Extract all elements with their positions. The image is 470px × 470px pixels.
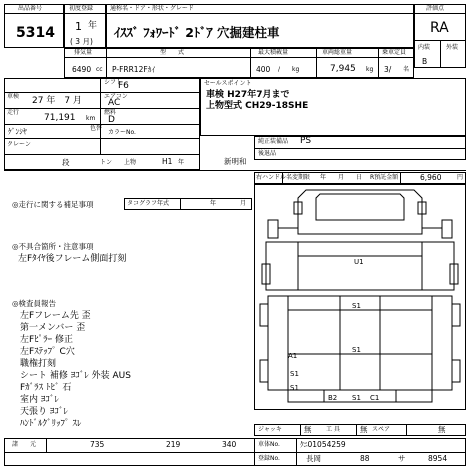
- color-label: 色替: [90, 125, 103, 132]
- equipment-value: PS: [300, 136, 312, 146]
- interior-label: 内装: [418, 44, 431, 51]
- steering-label: 右ハンドル: [256, 174, 287, 181]
- crane-label: クレーン: [7, 141, 31, 148]
- capacity-label: 乗車定員: [382, 49, 407, 56]
- title-change-label: 名変期限: [286, 174, 311, 181]
- capacity-unit: 名: [403, 66, 410, 73]
- tachograph-year-unit: 年: [210, 200, 217, 207]
- fuel-label: 燃料: [104, 109, 117, 116]
- mileage-unit: km: [86, 115, 96, 122]
- fuel-value: D: [108, 115, 115, 125]
- spare-label: スペア: [372, 426, 391, 433]
- deadline-year: 年: [320, 174, 327, 181]
- reg-number: 8954: [428, 454, 448, 463]
- displacement-unit: cc: [96, 66, 103, 73]
- upper-year-unit: 年: [178, 159, 185, 166]
- rear-equipment-label: 後退品: [258, 150, 277, 157]
- diagram-mark: S1: [352, 346, 361, 354]
- type-label: 型 式: [160, 49, 185, 56]
- crane-value: 段: [62, 158, 70, 167]
- color-number-label: カラーNo.: [108, 129, 136, 136]
- shift-label: シフト: [104, 79, 123, 86]
- ac-label: エアコン: [104, 93, 128, 100]
- tools-value: 無: [360, 425, 368, 434]
- max-load-value: 400: [256, 65, 271, 74]
- jack-value: 無: [304, 425, 312, 434]
- report-line: 職権打刻: [20, 359, 57, 369]
- deadline-day: 日: [356, 174, 363, 181]
- interior-grade: B: [422, 57, 428, 66]
- diagram-mark: C1: [370, 394, 380, 402]
- recycle-label: R預託金額: [370, 174, 399, 181]
- reg-place: 長岡: [306, 454, 321, 463]
- gross-weight-label: 車両総重量: [322, 49, 353, 56]
- lot-label: 出品番号: [18, 5, 43, 12]
- truck-damage-diagram: [254, 184, 466, 410]
- report-line: 天張り ﾖｺﾞﾚ: [20, 407, 68, 417]
- report-line: 左Fﾋﾟﾗｰ 修正: [20, 335, 74, 345]
- model-label: 通称名・ドア・形状・グレード: [110, 5, 194, 12]
- ac-value: AC: [108, 98, 121, 108]
- first-reg-year: 1: [75, 20, 82, 33]
- displacement-label: 排気量: [74, 49, 93, 56]
- diagram-mark: S1: [290, 370, 299, 378]
- dims-length: 735: [90, 440, 105, 449]
- dims-label: 諸 元: [12, 441, 37, 448]
- mileage-label: 走行: [7, 109, 20, 116]
- exterior-label: 外装: [446, 44, 459, 51]
- model-code: P-FRR12Fｶｲ: [112, 65, 156, 74]
- upper-year: H1: [162, 157, 173, 166]
- report-line: 左Fｽﾃｯﾌﾟ C穴: [20, 347, 75, 357]
- report-line: 室内 ﾖｺﾞﾚ: [20, 395, 59, 405]
- upper-label: 上物: [124, 159, 137, 166]
- tachograph-month-unit: 月: [240, 200, 247, 207]
- sales-point-line2: 上物型式 CH29-18SHE: [206, 101, 309, 111]
- inspector-label: ◎検査員報告: [12, 299, 57, 308]
- sales-point-label: セールスポイント: [204, 80, 252, 87]
- recycle-value: 6,960: [420, 173, 442, 182]
- report-line: ﾊﾝﾄﾞﾙｸﾞﾘｯﾌﾟ ｽﾚ: [20, 419, 82, 429]
- recycle-unit: 円: [457, 174, 464, 181]
- diagram-mark: S1: [290, 384, 299, 392]
- diagram-mark: A1: [288, 352, 298, 360]
- chassis-label: 車体No.: [258, 441, 280, 448]
- report-line: Fｶﾞﾗｽ ﾄﾋﾞ 石: [20, 383, 72, 393]
- report-line: シート 補修 ﾖｺﾞﾚ 外装 AUS: [20, 371, 131, 381]
- first-reg-label: 初度登録: [69, 5, 94, 12]
- displacement-value: 6490: [72, 65, 92, 74]
- diagram-mark: S1: [352, 394, 361, 402]
- equipment-label: 純正装備品: [258, 138, 289, 145]
- shift-value: F6: [118, 81, 129, 91]
- eval-score: RA: [430, 20, 449, 36]
- jack-label: ジャッキ: [258, 426, 282, 433]
- dims-height: 340: [222, 440, 237, 449]
- correction-label: ◎走行に関する補足事項: [12, 200, 94, 209]
- spare-value: 無: [438, 425, 446, 434]
- deadline-month: 月: [338, 174, 345, 181]
- first-reg-month: ( 3 月): [70, 37, 93, 46]
- gross-weight-unit: kg: [366, 66, 374, 73]
- eval-label: 評価点: [426, 5, 445, 12]
- tachograph-label: タコグラフ年式: [127, 200, 170, 207]
- diagram-mark: S1: [352, 302, 361, 310]
- first-reg-year-unit: 年: [88, 21, 98, 31]
- crane-unit: トン: [100, 159, 113, 166]
- inspection-value: 27 年 7 月: [32, 96, 82, 106]
- diagram-mark: B2: [328, 394, 338, 402]
- defects-label: ◎不具合箇所・注意事項: [12, 242, 94, 251]
- dims-width: 219: [166, 440, 181, 449]
- max-load-label: 最大積載量: [258, 49, 289, 56]
- diagram-mark: U1: [354, 258, 364, 266]
- chassis-value: ｸﾆ01054259: [300, 440, 346, 449]
- mileage-value: 71,191: [44, 113, 76, 123]
- lot-number: 5314: [16, 25, 55, 41]
- capacity-value: 3/: [384, 65, 392, 74]
- color-value: ｹﾞﾝｼﾔ: [8, 127, 27, 136]
- report-line: 第一メンバー 歪: [20, 323, 86, 333]
- max-load-unit: / kg: [278, 66, 300, 73]
- gross-weight-value: 7,945: [330, 64, 356, 74]
- inspection-label: 車検: [7, 93, 20, 100]
- report-line: 左Fフレーム先 歪: [20, 311, 91, 321]
- sales-point-line1: 車検 H27年7月まで: [206, 90, 290, 100]
- reg-label: 登録No.: [258, 455, 280, 462]
- reg-kana: サ: [398, 454, 406, 463]
- tools-label: 工 具: [326, 426, 340, 433]
- reg-class: 88: [360, 454, 370, 463]
- defects-text: 左Fﾀｲﾔ後フレーム側面打刻: [18, 254, 127, 264]
- upper-maker: 新明和: [224, 157, 247, 166]
- model-name: ｲｽｽﾞ ﾌｫﾜｰﾄﾞ 2ﾄﾞｱ 穴掘建柱車: [114, 25, 280, 40]
